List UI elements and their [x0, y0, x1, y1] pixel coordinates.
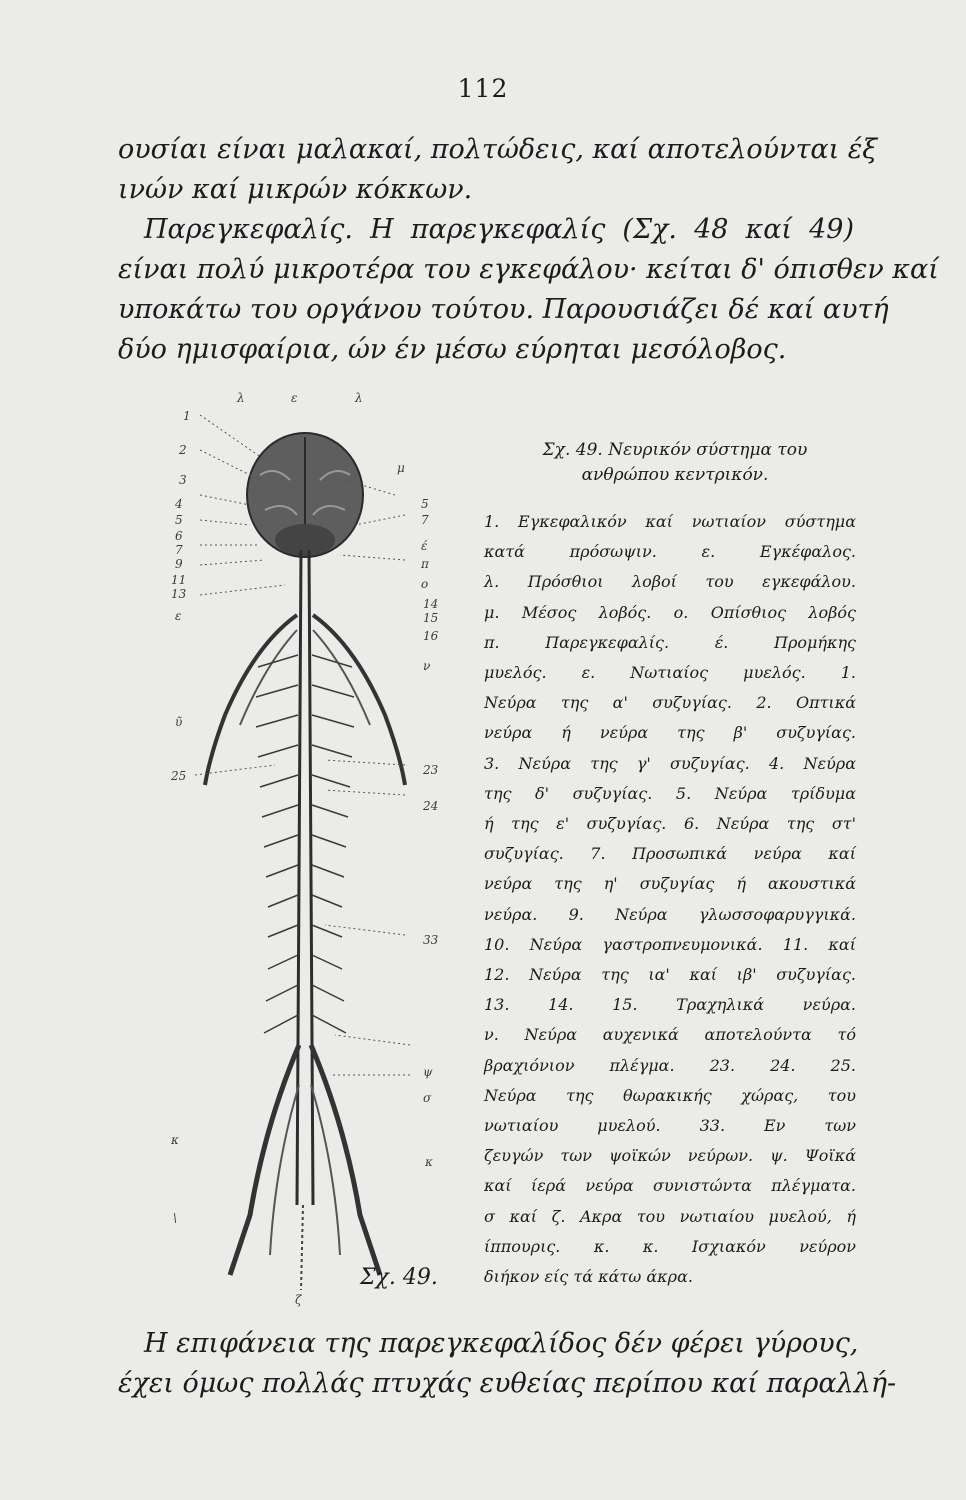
- figure-label: 4: [175, 497, 183, 511]
- figure-label: ῦ: [175, 715, 183, 729]
- legend-line: μυελός. ε. Νωτιαίος μυελός. 1.: [484, 663, 856, 683]
- figure-label: 11: [171, 573, 187, 587]
- caption-title: [490, 438, 860, 488]
- legend-line: Νεύρα της θωρακικής χώρας, του: [484, 1085, 856, 1105]
- figure-label: κ: [425, 1155, 433, 1169]
- legend-line: ίππουρις. κ. κ. Ισχιακόν νεύρον: [484, 1236, 856, 1256]
- legend-line: της δ' συζυγίας. 5. Νεύρα τρίδυμα: [484, 783, 856, 803]
- figure-label: λ: [355, 391, 363, 405]
- figure-label: \: [173, 1211, 178, 1225]
- figure-label: 5: [421, 497, 429, 511]
- text-line: Η επιφάνεια της παρεγκεφαλίδος δέν φέρει γύρους,: [144, 1328, 859, 1359]
- page-number: 112: [457, 74, 509, 103]
- figure-label: 7: [175, 543, 183, 557]
- figure-label: 15: [423, 611, 439, 625]
- legend-line: Νεύρα της α' συζυγίας. 2. Οπτικά: [484, 693, 856, 713]
- text-line: υποκάτω του οργάνου τούτου. Παρουσιάζει δέ καί αυτή: [118, 294, 889, 325]
- legend-line: νωτιαίου μυελού. 33. Εν των: [484, 1116, 856, 1136]
- legend-line: βραχιόνιον πλέγμα. 23. 24. 25.: [484, 1055, 856, 1075]
- figure-label: 25: [171, 769, 187, 783]
- caption-title-line: Σχ. 49. Νευρικόν σύστημα του: [542, 440, 808, 460]
- figure-label: 24: [423, 799, 439, 813]
- legend-line: διήκον είς τά κάτω άκρα.: [484, 1267, 693, 1287]
- figure-label: π: [421, 557, 429, 571]
- figure-label: 9: [175, 557, 183, 571]
- legend-line: ζευγών των ψοϊκών νεύρων. ψ. Ψοϊκά: [484, 1146, 856, 1166]
- legend-line: κατά πρόσωψιν. ε. Εγκέφαλος.: [484, 542, 856, 562]
- legend-line: συζυγίας. 7. Προσωπικά νεύρα καί: [484, 844, 856, 864]
- text-line: ινών καί μικρών κόκκων.: [118, 174, 473, 205]
- legend-line: νεύρα της η' συζυγίας ή ακουστικά: [484, 874, 856, 894]
- figure-label: κ: [171, 1133, 179, 1147]
- figure-legend: [484, 507, 856, 1292]
- paragraph-top: [118, 130, 939, 370]
- figure-label: 23: [423, 763, 439, 777]
- legend-line: 10. Νεύρα γαστροπνευμονικά. 11. καί: [484, 934, 856, 954]
- legend-line: 3. Νεύρα της γ' συζυγίας. 4. Νεύρα: [484, 753, 856, 773]
- figure-label: έ: [421, 539, 428, 553]
- figure-label: ψ: [423, 1065, 433, 1079]
- nervous-system-illustration: [165, 385, 455, 1305]
- legend-line: ν. Νεύρα αυχενικά αποτελούντα τό: [484, 1025, 856, 1045]
- legend-line: 13. 14. 15. Τραχηλικά νεύρα.: [484, 995, 856, 1015]
- figure-label: ο: [421, 577, 429, 591]
- legend-line: 12. Νεύρα της ια' καί ιβ' συζυγίας.: [484, 965, 856, 985]
- figure-label: 14: [423, 597, 439, 611]
- section-heading-line: Παρεγκεφαλίς. Η παρεγκεφαλίς (Σχ. 48 καί 49): [144, 214, 854, 245]
- text-line: δύο ημισφαίρια, ών έν μέσω εύρηται μεσόλοβος.: [118, 334, 787, 365]
- figure-label: 6: [175, 529, 183, 543]
- figure-label: 2: [179, 443, 187, 457]
- figure-label: 3: [179, 473, 187, 487]
- figure-label: 1: [183, 409, 191, 423]
- figure-label: 7: [421, 513, 429, 527]
- figure-label: 5: [175, 513, 183, 527]
- legend-line: 1. Εγκεφαλικόν καί νωτιαίον σύστημα: [484, 512, 856, 531]
- text-line: ουσίαι είναι μαλακαί, πολτώδεις, καί αποτελούνται έξ: [118, 134, 878, 165]
- text-line: είναι πολύ μικροτέρα του εγκεφάλου· κείται δ' όπισθεν καί: [118, 254, 939, 285]
- figure-label: σ: [423, 1091, 432, 1105]
- legend-line: ή της ε' συζυγίας. 6. Νεύρα της στ': [484, 814, 856, 834]
- figure-label: 13: [171, 587, 187, 601]
- figure-label: 16: [423, 629, 439, 643]
- legend-line: λ. Πρόσθιοι λοβοί του εγκεφάλου.: [484, 572, 856, 592]
- figure-label: ζ: [295, 1293, 302, 1307]
- figure-label: ε: [175, 609, 182, 623]
- figure-label: 33: [423, 933, 439, 947]
- legend-line: καί ίερά νεύρα συνιστώντα πλέγματα.: [484, 1176, 856, 1196]
- figure-label: ε: [291, 391, 298, 405]
- legend-line: π. Παρεγκεφαλίς. έ. Προμήκης: [484, 632, 856, 652]
- figure-label: ν: [423, 659, 431, 673]
- figure-label: μ: [397, 461, 405, 475]
- figure-caption: Σχ. 49.: [360, 1265, 438, 1290]
- legend-line: σ καί ζ. Ακρα του νωτιαίου μυελού, ή: [484, 1206, 856, 1226]
- legend-line: νεύρα. 9. Νεύρα γλωσσοφαρυγγικά.: [484, 904, 856, 924]
- text-line: έχει όμως πολλάς πτυχάς ευθείας περίπου καί παραλλή-: [118, 1368, 897, 1399]
- figure-label: λ: [237, 391, 245, 405]
- paragraph-bottom: [118, 1324, 897, 1404]
- nervous-system-figure: [165, 385, 455, 1305]
- legend-line: μ. Μέσος λοβός. ο. Οπίσθιος λοβός: [484, 602, 856, 622]
- legend-line: νεύρα ή νεύρα της β' συζυγίας.: [484, 723, 856, 743]
- caption-title-line: ανθρώπου κεντρικόν.: [581, 465, 769, 485]
